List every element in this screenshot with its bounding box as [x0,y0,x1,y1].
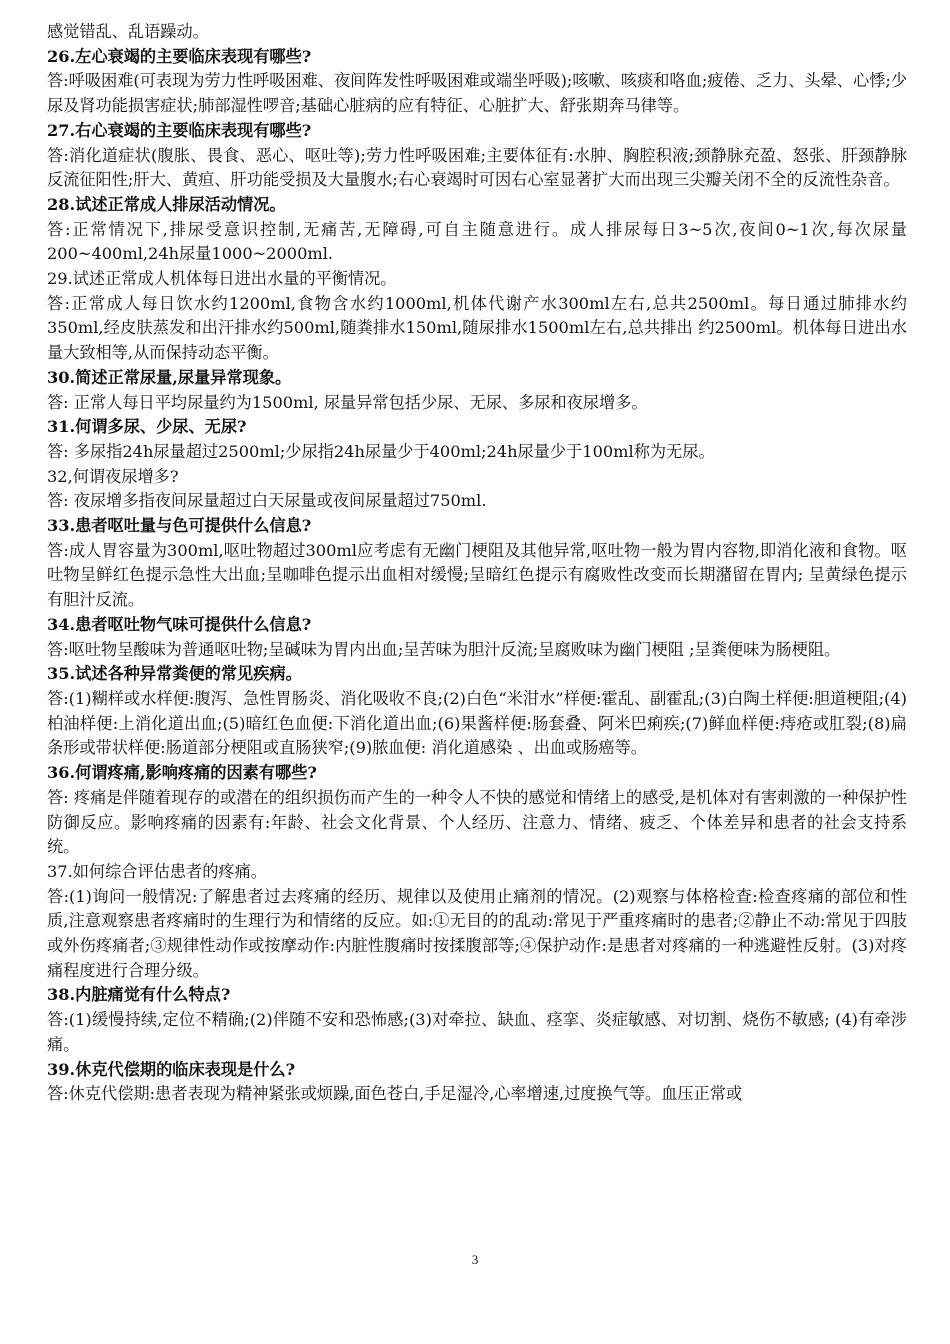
document-body [47,20,907,1107]
answer-32: 答: 夜尿增多指夜间尿量超过白天尿量或夜间尿量超过750ml. [47,491,487,511]
question-39: 39.休克代偿期的临床表现是什么? [47,1059,296,1079]
question-34: 34.患者呕吐物气味可提供什么信息? [47,614,312,634]
answer-33: 答:成人胃容量为300ml,呕吐物超过300ml应考虑有无幽门梗阻及其他异常,呕吐物一般为胃内容物,即消化液和食物。呕吐物呈鲜红色提示急性大出血;呈咖啡色提示出血相对缓慢;呈暗红色提示有腐败性改变而长期潴留在胃内; 呈黄绿色提示有胆汁反流。 [47,540,907,610]
question-29: 29.试述正常成人机体每日进出水量的平衡情况。 [47,269,397,289]
answer-39: 答:休克代偿期:患者表现为精神紧张或烦躁,面色苍白,手足湿冷,心率增速,过度换气等。血压正常或 [47,1084,743,1104]
answer-26: 答:呼吸困难(可表现为劳力性呼吸困难、夜间阵发性呼吸困难或端坐呼吸);咳嗽、咳痰和咯血;疲倦、乏力、头晕、心悸;少尿及肾功能损害症状;肺部湿性啰音;基础心脏病的应有特征、心脏扩大、舒张期奔马律等。 [47,71,908,116]
question-35: 35.试述各种异常粪便的常见疾病。 [47,664,302,684]
answer-27: 答:消化道症状(腹胀、畏食、恶心、呕吐等);劳力性呼吸困难;主要体征有:水肿、胸腔积液;颈静脉充盈、怒张、肝颈静脉反流征阳性;肝大、黄疸、肝功能受损及大量腹水;右心衰竭时可因右心室显著扩大而出现三尖瓣关闭不全的反流性杂音。 [47,145,907,190]
answer-38: 答:(1)缓慢持续,定位不精确;(2)伴随不安和恐怖感;(3)对牵拉、缺血、痉挛、炎症敏感、对切割、烧伤不敏感; (4)有牵涉痛。 [47,1010,907,1054]
question-37: 37.如何综合评估患者的疼痛。 [47,861,267,881]
answer-29: 答:正常成人每日饮水约1200ml,食物含水约1000ml,机体代谢产水300ml左右,总共2500ml。每日通过肺排水约350ml,经皮肤蒸发和出汗排水约500ml,随粪排水150ml,随尿排水1500ml左右,总共排出 约2500ml。机体每日进出水量大致相等,从而保持动态平衡。 [47,293,907,363]
question-26: 26.左心衰竭的主要临床表现有哪些? [47,46,312,66]
answer-28: 答:正常情况下,排尿受意识控制,无痛苦,无障碍,可自主随意进行。成人排尿每日3~5次,夜间0~1次,每次尿量200~400ml,24h尿量1000~2000ml. [47,219,907,264]
answer-35: 答:(1)糊样或水样便:腹泻、急性胃肠炎、消化吸收不良;(2)白色“米泔水”样便:霍乱、副霍乱;(3)白陶土样便:胆道梗阻;(4)柏油样便:上消化道出血;(5)暗红色血便:下消化道出血;(6)果酱样便:肠套叠、阿米巴痢疾;(7)鲜血样便:痔疮或肛裂;(8)扁条形或带状样便:肠道部分梗阻或直肠狭窄;(9)脓血便: 消化道感染 、出血或肠癌等。 [47,688,907,758]
question-28: 28.试述正常成人排尿活动情况。 [47,194,286,214]
answer-36: 答: 疼痛是伴随着现存的或潜在的组织损伤而产生的一种令人不快的感觉和情绪上的感受,是机体对有害刺激的一种保护性防御反应。影响疼痛的因素有:年龄、社会文化背景、个人经历、注意力、情绪、疲乏、个体差异和患者的社会支持系统。 [47,787,907,857]
answer-37: 答:(1)询问一般情况:了解患者过去疼痛的经历、规律以及使用止痛剂的情况。(2)观察与体格检查:检查疼痛的部位和性质,注意观察患者疼痛时的生理行为和情绪的反应。如:①无目的的乱动:常见于严重疼痛时的患者;②静止不动:常见于四肢或外伤疼痛者;③规律性动作或按摩动作:内脏性腹痛时按揉腹部等;④保护动作:是患者对疼痛的一种逃避性反射。(3)对疼痛程度进行合理分级。 [47,886,907,980]
question-27: 27.右心衰竭的主要临床表现有哪些? [47,120,312,140]
question-31: 31.何谓多尿、少尿、无尿? [47,417,247,437]
page-number: 3 [471,1252,479,1267]
question-38: 38.内脏痛觉有什么特点? [47,985,231,1005]
continuation-text: 感觉错乱、乱语躁动。 [47,22,209,41]
answer-30: 答: 正常人每日平均尿量约为1500ml, 尿量异常包括少尿、无尿、多尿和夜尿增多。 [47,392,648,412]
answer-34: 答:呕吐物呈酸味为普通呕吐物;呈碱味为胃内出血;呈苦味为胆汁反流;呈腐败味为幽门梗阻 ;呈粪便味为肠梗阻。 [47,639,841,659]
question-30: 30.简述正常尿量,尿量异常现象。 [47,367,292,387]
answer-31: 答: 多尿指24h尿量超过2500ml;少尿指24h尿量少于400ml;24h尿量少于100ml称为无尿。 [47,441,715,461]
question-32: 32,何谓夜尿增多? [47,466,179,486]
question-36: 36.何谓疼痛,影响疼痛的因素有哪些? [47,763,317,783]
question-33: 33.患者呕吐量与色可提供什么信息? [47,516,312,536]
